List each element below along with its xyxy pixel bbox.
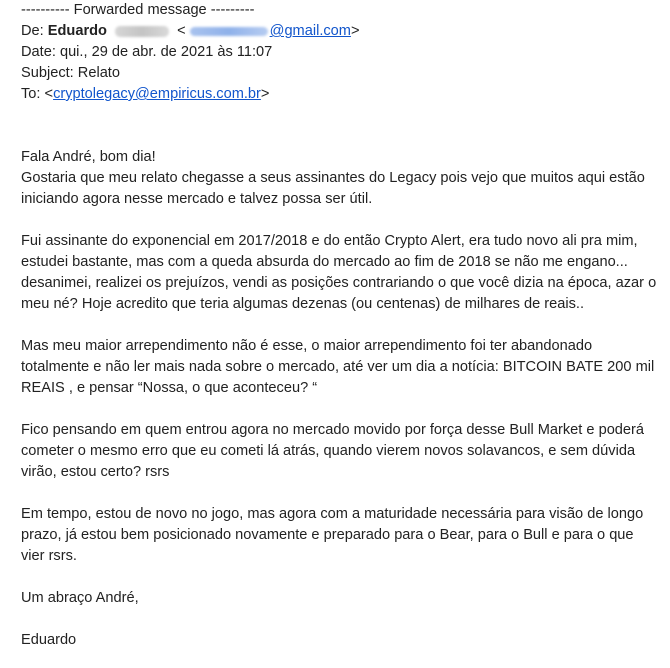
sender-name: Eduardo <box>47 23 107 39</box>
body-paragraph-2: Mas meu maior arrependimento não é esse, o maior arrependimento foi ter abandonado totalmente e não ler mais nada sobre o mercado, até ver um dia a notícia: BITCOIN BATE 200 mil REAIS , e pensar “Nossa, o que aconteceu? “ <box>21 338 655 396</box>
sender-email-domain: @gmail.com <box>269 23 351 39</box>
signature: Eduardo <box>21 632 77 648</box>
angle-open: < <box>177 23 186 39</box>
greeting-paragraph: Fala André, bom dia! Gostaria que meu relato chegasse a seus assinantes do Legacy pois vejo que muitos aqui estão iniciando agora nesse mercado e talvez possa ser útil. <box>21 149 645 207</box>
to-label: To: <box>21 86 41 102</box>
angle-close: > <box>260 86 270 102</box>
subject-label: Subject: <box>21 65 74 81</box>
sender-email-link[interactable] <box>186 23 351 39</box>
body-paragraph-1: Fui assinante do exponencial em 2017/2018 e do então Crypto Alert, era tudo novo ali pra mim, estudei bastante, mas com a queda absurda do mercado ao fim de 2018 se não me engano... desanimei, realizei os prejuízos, vendi as posições contrariando o que você dizia na época, azar o meu né? Hoje acredito que teria algumas dezenas (ou centenas) de milhares de reais.. <box>21 233 657 312</box>
to-line <box>21 84 661 105</box>
date-value: qui., 29 de abr. de 2021 às 11:07 <box>59 44 273 60</box>
body-paragraph-4: Em tempo, estou de novo no jogo, mas agora com a maturidade necessária para visão de longo prazo, já estou bem posicionado novamente e preparado para o Bear, para o Bull e para o que vier rsrs. <box>21 506 644 564</box>
angle-open: < <box>44 86 54 102</box>
recipient-email-link[interactable]: cryptolegacy@empiricus.com.br <box>53 86 261 102</box>
forwarded-divider: ---------- Forwarded message --------- <box>21 2 255 18</box>
date-label: Date: <box>21 44 56 60</box>
subject-value: Relato <box>77 65 120 81</box>
from-line <box>21 21 661 42</box>
closing-line: Um abraço André, <box>21 590 139 606</box>
body-paragraph-3: Fico pensando em quem entrou agora no mercado movido por força desse Bull Market e poderá cometer o mesmo erro que eu cometi lá atrás, quando vierem novos solavancos, e sem dúvida virão, estou certo? rsrs <box>21 422 645 480</box>
angle-close: > <box>350 23 360 39</box>
redacted-surname <box>115 26 169 37</box>
redacted-email-user <box>190 27 268 36</box>
date-line <box>21 42 661 63</box>
from-label: De: <box>21 23 44 39</box>
header-body-spacer <box>21 105 661 147</box>
subject-line <box>21 63 661 84</box>
